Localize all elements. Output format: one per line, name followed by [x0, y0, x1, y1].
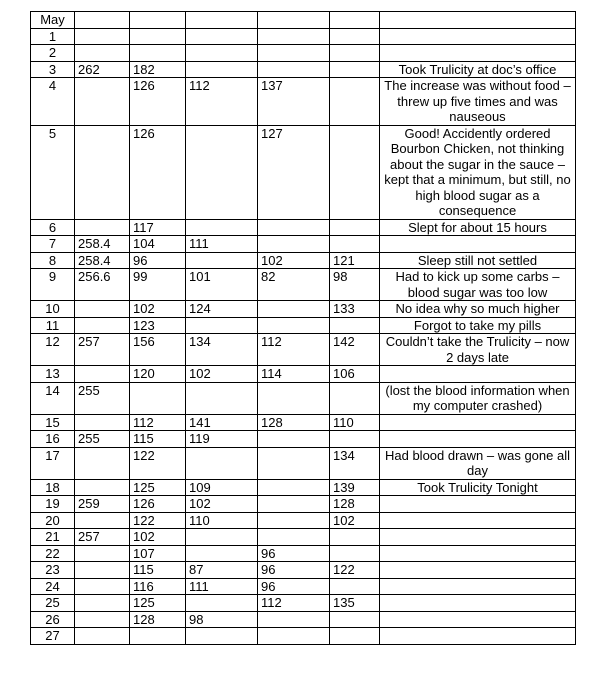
reading-2-cell: 126: [130, 496, 186, 513]
reading-3-cell: [186, 61, 258, 78]
reading-4-cell: 96: [258, 562, 330, 579]
reading-1-cell: [75, 562, 130, 579]
reading-5-cell: 121: [330, 252, 380, 269]
log-row: [31, 562, 576, 579]
day-cell: 19: [31, 496, 75, 513]
reading-3-cell: 87: [186, 562, 258, 579]
reading-2-cell: 125: [130, 595, 186, 612]
day-cell: 21: [31, 529, 75, 546]
note-cell: [380, 431, 576, 448]
reading-2-cell: [130, 45, 186, 62]
reading-3-cell: [186, 45, 258, 62]
reading-1-cell: [75, 414, 130, 431]
reading-4-cell: 127: [258, 125, 330, 219]
day-cell: 20: [31, 512, 75, 529]
reading-1-cell: [75, 447, 130, 479]
note-cell: Forgot to take my pills: [380, 317, 576, 334]
log-row: [31, 529, 576, 546]
reading-1-cell: [75, 219, 130, 236]
reading-3-cell: 134: [186, 334, 258, 366]
reading-2-cell: 123: [130, 317, 186, 334]
reading-5-cell: 142: [330, 334, 380, 366]
day-cell: 22: [31, 545, 75, 562]
day-cell: 3: [31, 61, 75, 78]
reading-4-cell: 112: [258, 334, 330, 366]
reading-1-cell: [75, 479, 130, 496]
reading-3-cell: 141: [186, 414, 258, 431]
log-row: [31, 628, 576, 645]
reading-2-cell: 120: [130, 366, 186, 383]
log-row: [31, 578, 576, 595]
reading-4-cell: 96: [258, 578, 330, 595]
reading-5-cell: 106: [330, 366, 380, 383]
reading-1-cell: 255: [75, 431, 130, 448]
reading-4-cell: [258, 236, 330, 253]
reading-4-cell: [258, 317, 330, 334]
header-row: [31, 12, 576, 29]
note-cell: [380, 529, 576, 546]
reading-4-cell: 128: [258, 414, 330, 431]
reading-4-cell: [258, 45, 330, 62]
day-cell: 7: [31, 236, 75, 253]
day-cell: 27: [31, 628, 75, 645]
day-cell: 4: [31, 78, 75, 126]
reading-5-cell: [330, 219, 380, 236]
reading-5-cell: [330, 628, 380, 645]
reading-4-cell: [258, 28, 330, 45]
reading-2-cell: 128: [130, 611, 186, 628]
reading-4-cell: 102: [258, 252, 330, 269]
day-cell: 17: [31, 447, 75, 479]
day-cell: 18: [31, 479, 75, 496]
reading-4-cell: [258, 301, 330, 318]
reading-5-cell: 133: [330, 301, 380, 318]
reading-2-cell: 102: [130, 529, 186, 546]
header-cell: [330, 12, 380, 29]
day-cell: 13: [31, 366, 75, 383]
note-cell: Had to kick up some carbs – blood sugar was too low: [380, 269, 576, 301]
reading-3-cell: 102: [186, 366, 258, 383]
reading-4-cell: 114: [258, 366, 330, 383]
note-cell: [380, 496, 576, 513]
log-row: [31, 595, 576, 612]
reading-3-cell: 109: [186, 479, 258, 496]
reading-1-cell: [75, 125, 130, 219]
reading-4-cell: [258, 529, 330, 546]
note-cell: Had blood drawn – was gone all day: [380, 447, 576, 479]
log-row: [31, 78, 576, 126]
note-cell: Took Trulicity Tonight: [380, 479, 576, 496]
reading-5-cell: [330, 382, 380, 414]
reading-2-cell: [130, 382, 186, 414]
reading-1-cell: 262: [75, 61, 130, 78]
log-row: [31, 545, 576, 562]
reading-4-cell: [258, 382, 330, 414]
reading-1-cell: [75, 78, 130, 126]
log-row: [31, 496, 576, 513]
note-cell: [380, 236, 576, 253]
reading-5-cell: [330, 28, 380, 45]
reading-5-cell: 110: [330, 414, 380, 431]
log-row: [31, 301, 576, 318]
reading-1-cell: [75, 512, 130, 529]
note-cell: [380, 595, 576, 612]
note-cell: [380, 628, 576, 645]
header-cell: [186, 12, 258, 29]
reading-4-cell: [258, 447, 330, 479]
reading-4-cell: 112: [258, 595, 330, 612]
reading-2-cell: 115: [130, 431, 186, 448]
log-row: [31, 611, 576, 628]
reading-5-cell: [330, 78, 380, 126]
header-cell: [130, 12, 186, 29]
day-cell: 26: [31, 611, 75, 628]
reading-5-cell: 135: [330, 595, 380, 612]
reading-2-cell: 104: [130, 236, 186, 253]
reading-3-cell: [186, 28, 258, 45]
reading-1-cell: [75, 45, 130, 62]
reading-3-cell: [186, 382, 258, 414]
reading-2-cell: 126: [130, 78, 186, 126]
day-cell: 1: [31, 28, 75, 45]
day-cell: 2: [31, 45, 75, 62]
reading-3-cell: [186, 545, 258, 562]
reading-5-cell: 128: [330, 496, 380, 513]
day-cell: 16: [31, 431, 75, 448]
day-cell: 11: [31, 317, 75, 334]
log-row: [31, 125, 576, 219]
day-cell: 6: [31, 219, 75, 236]
reading-2-cell: 96: [130, 252, 186, 269]
reading-4-cell: [258, 496, 330, 513]
day-cell: 23: [31, 562, 75, 579]
reading-1-cell: [75, 578, 130, 595]
reading-2-cell: 107: [130, 545, 186, 562]
reading-4-cell: [258, 611, 330, 628]
reading-5-cell: [330, 611, 380, 628]
reading-3-cell: [186, 529, 258, 546]
note-cell: The increase was without food – threw up five times and was nauseous: [380, 78, 576, 126]
note-cell: Slept for about 15 hours: [380, 219, 576, 236]
note-cell: [380, 545, 576, 562]
reading-4-cell: [258, 512, 330, 529]
log-row: [31, 61, 576, 78]
reading-2-cell: 125: [130, 479, 186, 496]
reading-5-cell: [330, 545, 380, 562]
log-body: [31, 12, 576, 645]
reading-2-cell: 126: [130, 125, 186, 219]
reading-5-cell: 122: [330, 562, 380, 579]
reading-2-cell: 102: [130, 301, 186, 318]
header-cell: [75, 12, 130, 29]
reading-3-cell: 111: [186, 578, 258, 595]
reading-4-cell: [258, 628, 330, 645]
reading-2-cell: 156: [130, 334, 186, 366]
reading-5-cell: [330, 317, 380, 334]
reading-1-cell: [75, 628, 130, 645]
reading-1-cell: 258.4: [75, 252, 130, 269]
reading-5-cell: [330, 61, 380, 78]
log-row: [31, 252, 576, 269]
day-cell: 10: [31, 301, 75, 318]
reading-4-cell: [258, 431, 330, 448]
reading-1-cell: [75, 595, 130, 612]
reading-1-cell: 255: [75, 382, 130, 414]
reading-3-cell: 112: [186, 78, 258, 126]
reading-3-cell: [186, 252, 258, 269]
day-cell: 12: [31, 334, 75, 366]
reading-2-cell: 115: [130, 562, 186, 579]
reading-4-cell: [258, 219, 330, 236]
reading-5-cell: 98: [330, 269, 380, 301]
log-row: [31, 28, 576, 45]
reading-3-cell: 101: [186, 269, 258, 301]
reading-1-cell: [75, 317, 130, 334]
log-row: [31, 219, 576, 236]
reading-3-cell: 124: [186, 301, 258, 318]
reading-3-cell: 110: [186, 512, 258, 529]
blood-sugar-log-table: [30, 11, 576, 645]
reading-5-cell: [330, 529, 380, 546]
reading-1-cell: 259: [75, 496, 130, 513]
reading-3-cell: [186, 125, 258, 219]
log-row: [31, 431, 576, 448]
reading-4-cell: 96: [258, 545, 330, 562]
reading-5-cell: 102: [330, 512, 380, 529]
log-row: [31, 414, 576, 431]
day-cell: 5: [31, 125, 75, 219]
log-row: [31, 317, 576, 334]
reading-3-cell: 111: [186, 236, 258, 253]
reading-4-cell: 137: [258, 78, 330, 126]
reading-1-cell: 256.6: [75, 269, 130, 301]
note-cell: Sleep still not settled: [380, 252, 576, 269]
day-cell: 14: [31, 382, 75, 414]
day-cell: 8: [31, 252, 75, 269]
note-cell: [380, 366, 576, 383]
reading-3-cell: 102: [186, 496, 258, 513]
log-row: [31, 45, 576, 62]
note-cell: [380, 414, 576, 431]
reading-4-cell: 82: [258, 269, 330, 301]
reading-3-cell: [186, 628, 258, 645]
reading-4-cell: [258, 479, 330, 496]
note-cell: [380, 578, 576, 595]
reading-5-cell: 139: [330, 479, 380, 496]
day-cell: 24: [31, 578, 75, 595]
log-row: [31, 382, 576, 414]
log-row: [31, 334, 576, 366]
reading-1-cell: [75, 28, 130, 45]
reading-3-cell: [186, 317, 258, 334]
note-cell: [380, 45, 576, 62]
reading-2-cell: 116: [130, 578, 186, 595]
reading-1-cell: [75, 611, 130, 628]
reading-2-cell: [130, 28, 186, 45]
reading-3-cell: [186, 595, 258, 612]
reading-2-cell: 182: [130, 61, 186, 78]
log-row: [31, 447, 576, 479]
note-cell: [380, 512, 576, 529]
reading-4-cell: [258, 61, 330, 78]
reading-3-cell: [186, 447, 258, 479]
note-cell: [380, 28, 576, 45]
header-cell: [380, 12, 576, 29]
reading-3-cell: 98: [186, 611, 258, 628]
reading-1-cell: [75, 366, 130, 383]
reading-3-cell: 119: [186, 431, 258, 448]
reading-2-cell: 122: [130, 447, 186, 479]
reading-2-cell: [130, 628, 186, 645]
reading-3-cell: [186, 219, 258, 236]
note-cell: Took Trulicity at doc’s office: [380, 61, 576, 78]
reading-5-cell: [330, 125, 380, 219]
reading-2-cell: 122: [130, 512, 186, 529]
day-cell: 25: [31, 595, 75, 612]
month-label: May: [31, 12, 75, 29]
reading-1-cell: [75, 545, 130, 562]
note-cell: (lost the blood information when my computer crashed): [380, 382, 576, 414]
reading-5-cell: 134: [330, 447, 380, 479]
log-row: [31, 366, 576, 383]
day-cell: 15: [31, 414, 75, 431]
log-row: [31, 479, 576, 496]
reading-2-cell: 99: [130, 269, 186, 301]
reading-1-cell: 257: [75, 334, 130, 366]
reading-1-cell: [75, 301, 130, 318]
reading-2-cell: 112: [130, 414, 186, 431]
reading-1-cell: 257: [75, 529, 130, 546]
note-cell: [380, 562, 576, 579]
log-row: [31, 269, 576, 301]
note-cell: No idea why so much higher: [380, 301, 576, 318]
header-cell: [258, 12, 330, 29]
log-row: [31, 236, 576, 253]
reading-5-cell: [330, 431, 380, 448]
reading-5-cell: [330, 578, 380, 595]
reading-5-cell: [330, 45, 380, 62]
log-row: [31, 512, 576, 529]
note-cell: Couldn’t take the Trulicity – now 2 days late: [380, 334, 576, 366]
note-cell: Good! Accidently ordered Bourbon Chicken, not thinking about the sugar in the sauce – kept that a minimum, but still, no high blood sugar as a consequence: [380, 125, 576, 219]
day-cell: 9: [31, 269, 75, 301]
reading-2-cell: 117: [130, 219, 186, 236]
note-cell: [380, 611, 576, 628]
reading-5-cell: [330, 236, 380, 253]
reading-1-cell: 258.4: [75, 236, 130, 253]
